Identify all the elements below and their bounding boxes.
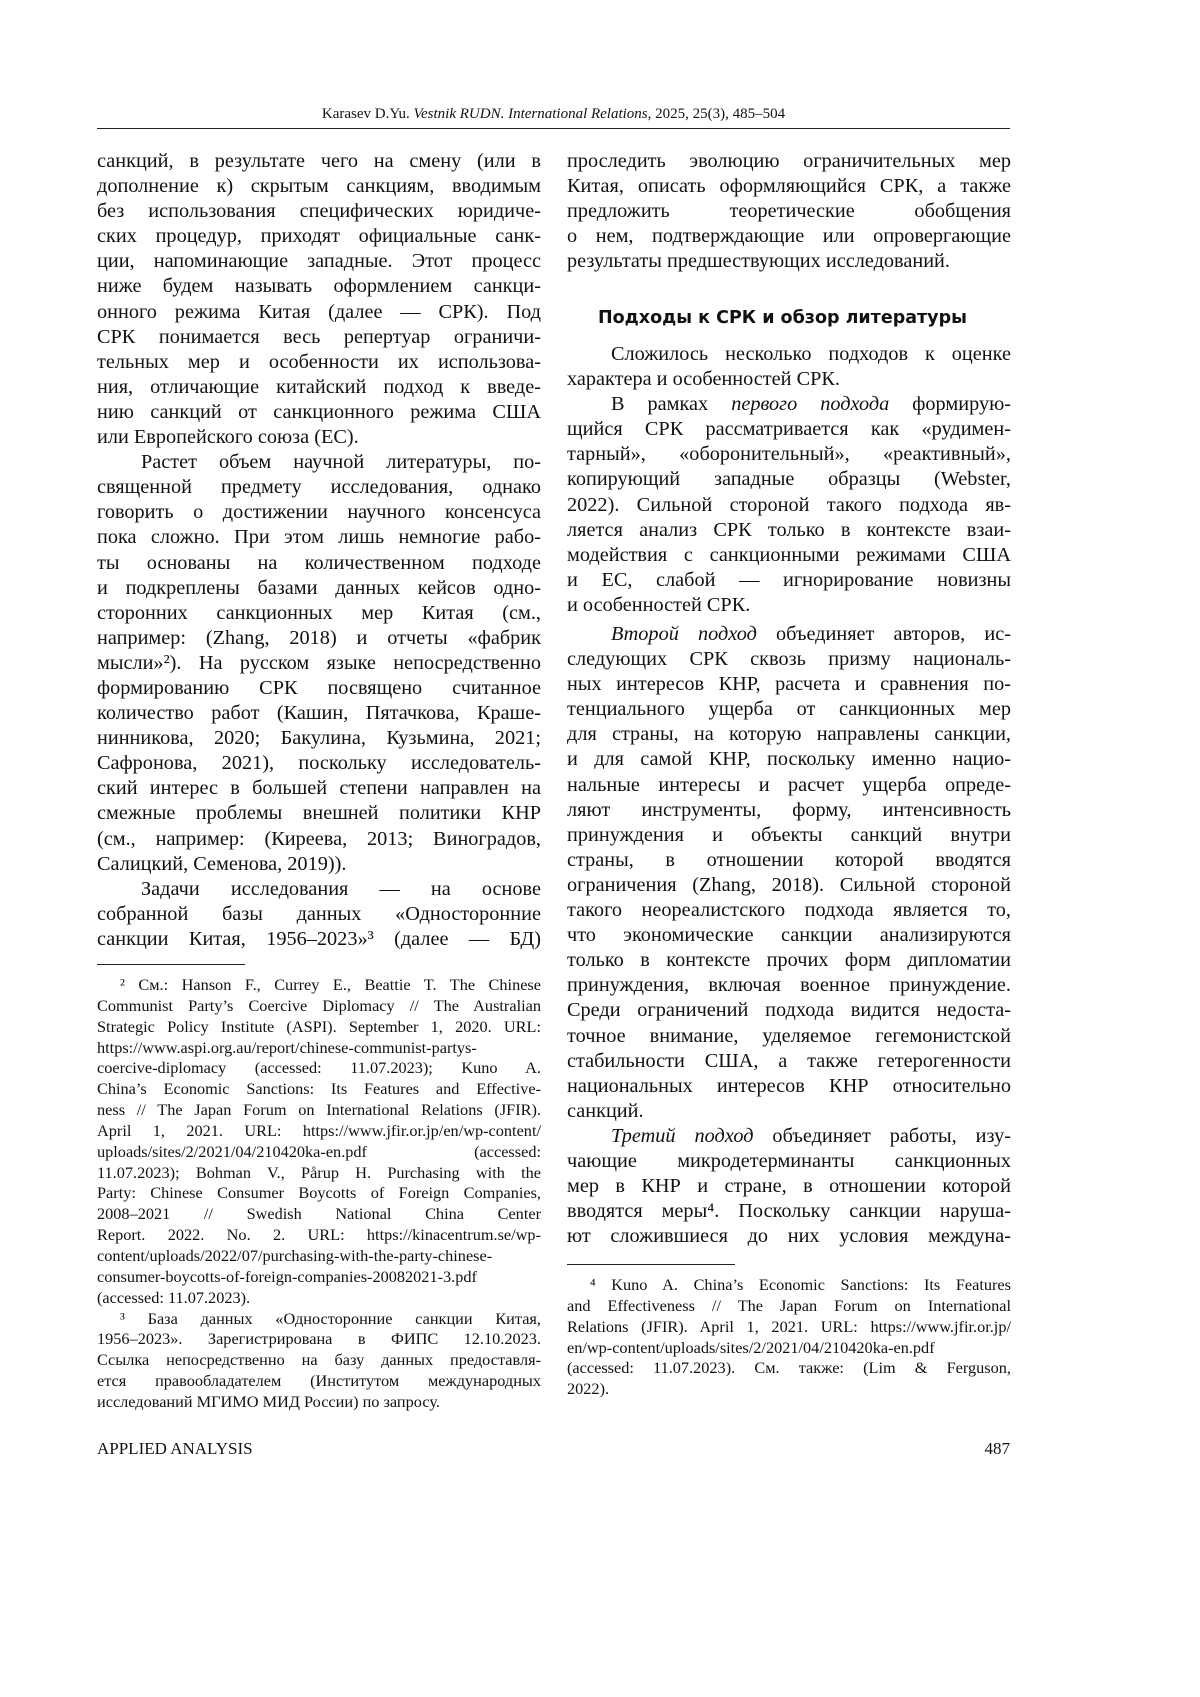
- text-line: собранной базы данных «Односторонние: [97, 902, 541, 927]
- text-line: страны, в отношении которой вводятся: [567, 848, 1011, 873]
- text-line: нальные интересы и расчет ущерба опреде-: [567, 773, 1011, 798]
- text-line: ниже будем называть оформлением санкци-: [97, 274, 541, 299]
- paragraph: [567, 149, 1011, 274]
- text-line: только в контексте прочих форм дипломатии: [567, 948, 1011, 973]
- text-line: количество работ (Кашин, Пятачкова, Краше-: [97, 701, 541, 726]
- text-line: Китая, описать оформляющийся СРК, а также: [567, 174, 1011, 199]
- text-line: (accessed: 11.07.2023).: [97, 1288, 541, 1309]
- text-line: и ЕС, слабой — игнорирование новизны: [567, 568, 1011, 593]
- text-line: ляется анализ СРК только в контексте взаи-: [567, 518, 1011, 543]
- text-line: без использования специфических юридиче-: [97, 199, 541, 224]
- text-line: ния, отличающие китайский подход к введе-: [97, 375, 541, 400]
- text-line: [567, 1124, 1011, 1149]
- text-line: Салицкий, Семенова, 2019)).: [97, 852, 541, 877]
- paragraph: [567, 622, 1011, 1124]
- text-line: для страны, на которую направлены санкции,: [567, 722, 1011, 747]
- text-line: uploads/sites/2/2021/04/210420ka-en.pdf (accessed:: [97, 1142, 541, 1163]
- text-line: результаты предшествующих исследований.: [567, 249, 1011, 274]
- footer-section: APPLIED ANALYSIS: [97, 1438, 253, 1460]
- text-line: например: (Zhang, 2018) и отчеты «фабрик: [97, 626, 541, 651]
- text-line: coercive-diplomacy (accessed: 11.07.2023); Kuno A.: [97, 1058, 541, 1079]
- paragraph: [567, 342, 1011, 392]
- text-line: и для самой КНР, поскольку именно нацио-: [567, 747, 1011, 772]
- text-line: национальных интересов КНР относительно: [567, 1074, 1011, 1099]
- text-line: ется правообладателем (Институтом международных: [97, 1371, 541, 1392]
- text-line: точное внимание, уделяемое гегемонистской: [567, 1024, 1011, 1049]
- text-line: такого неореалистского подхода является то,: [567, 898, 1011, 923]
- text-line: нинникова, 2020; Бакулина, Кузьмина, 2021;: [97, 726, 541, 751]
- text-line: content/uploads/2022/07/purchasing-with-the-party-chinese-: [97, 1246, 541, 1267]
- paragraph: [97, 450, 541, 877]
- text-line: сторонних санкционных мер Китая (см.,: [97, 601, 541, 626]
- right-column-intro: [567, 149, 1011, 274]
- text-line: нию санкций от санкционного режима США: [97, 400, 541, 425]
- text-line: и подкреплены базами данных кейсов одно-: [97, 576, 541, 601]
- text-line: мер в КНР и стране, в отношении которой: [567, 1174, 1011, 1199]
- text-line: тенциального ущерба от санкционных мер: [567, 697, 1011, 722]
- text-line: санкций.: [567, 1099, 1011, 1124]
- text-line: https://www.aspi.org.au/report/chinese-communist-partys-: [97, 1038, 541, 1059]
- text-line: или Европейского союза (ЕС).: [97, 425, 541, 450]
- text-line: consumer-boycotts-of-foreign-companies-20082021-3.pdf: [97, 1267, 541, 1288]
- text-line: санкций, в результате чего на смену (или в: [97, 149, 541, 174]
- text-line: тарный», «оборонительный», «реактивный»,: [567, 442, 1011, 467]
- text-line: характера и особенностей СРК.: [567, 367, 1011, 392]
- text-line: (accessed: 11.07.2023). См. также: (Lim & Ferguson,: [567, 1358, 1011, 1379]
- right-column-body: [567, 342, 1011, 618]
- footnote-2: [97, 975, 541, 1309]
- text-line: модействия с санкционными режимами США: [567, 543, 1011, 568]
- right-column-body-2: [567, 622, 1011, 1124]
- text-line: April 1, 2021. URL: https://www.jfir.or.jp/en/wp-content/: [97, 1121, 541, 1142]
- text-line: формированию СРК посвящено считанное: [97, 676, 541, 701]
- footnote-3: [97, 1309, 541, 1413]
- text-line: санкции Китая, 1956–2023»³ (далее — БД): [97, 927, 541, 952]
- text-span: В рамках: [611, 393, 731, 415]
- text-line: ют сложившиеся до них условия междуна-: [567, 1224, 1011, 1249]
- right-footnotes: [567, 1275, 1011, 1400]
- text-line: принуждения, включая военное принуждение.: [567, 973, 1011, 998]
- text-line: тельных мер и особенности их использова-: [97, 350, 541, 375]
- text-line: 2022). Сильной стороной такого подхода яв-: [567, 493, 1011, 518]
- text-line: (см., например: (Киреева, 2013; Виноградов,: [97, 827, 541, 852]
- text-line: ных интересов КНР, расчета и сравнения по-: [567, 672, 1011, 697]
- text-line: стабильности США, а также гетерогенности: [567, 1049, 1011, 1074]
- text-line: and Effectiveness // The Japan Forum on International: [567, 1296, 1011, 1317]
- text-line: дополнение к) скрытым санкциям, вводимым: [97, 174, 541, 199]
- text-line: Сложилось несколько подходов к оценке: [567, 342, 1011, 367]
- text-line: говорить о достижении научного консенсуса: [97, 500, 541, 525]
- paragraph: [567, 1124, 1011, 1249]
- text-line: [567, 392, 1011, 417]
- text-line: щийся СРК рассматривается как «рудимен-: [567, 417, 1011, 442]
- text-line: СРК понимается весь репертуар ограничи-: [97, 325, 541, 350]
- text-line: ских процедур, приходят официальные санк-: [97, 224, 541, 249]
- text-span: формирую-: [889, 393, 1011, 415]
- text-line: 11.07.2023); Bohman V., Pårup H. Purchasing with the: [97, 1163, 541, 1184]
- text-line: предложить теоретические обобщения: [567, 199, 1011, 224]
- text-line: проследить эволюцию ограничительных мер: [567, 149, 1011, 174]
- header-authors: Karasev D.Yu.: [322, 106, 414, 122]
- text-line: Растет объем научной литературы, по-: [97, 450, 541, 475]
- text-line: ² См.: Hanson F., Currey E., Beattie T. The Chinese: [97, 975, 541, 996]
- footnote-4: [567, 1275, 1011, 1400]
- section-heading: Подходы к СРК и обзор литературы: [598, 305, 967, 331]
- paragraph: [97, 149, 541, 450]
- text-line: ский интерес в большей степени направлен на: [97, 776, 541, 801]
- text-line: 2022).: [567, 1379, 1011, 1400]
- text-line: 1956–2023». Зарегистрирована в ФИПС 12.10.2023.: [97, 1329, 541, 1350]
- text-line: ограничения (Zhang, 2018). Сильной стороной: [567, 873, 1011, 898]
- text-line: Среди ограничений подхода видится недоста-: [567, 998, 1011, 1023]
- text-line: Задачи исследования — на основе: [97, 877, 541, 902]
- footnote-divider: [97, 964, 245, 965]
- footnote-divider: [567, 1264, 735, 1265]
- text-line: копирующий западные образцы (Webster,: [567, 467, 1011, 492]
- text-line: en/wp-content/uploads/sites/2/2021/04/210420ka-en.pdf: [567, 1338, 1011, 1359]
- text-span: объединяет авторов, ис-: [757, 623, 1011, 645]
- text-line: Report. 2022. No. 2. URL: https://kinacentrum.se/wp-: [97, 1225, 541, 1246]
- text-line: 2008–2021 // Swedish National China Center: [97, 1204, 541, 1225]
- text-line: Ссылка непосредственно на базу данных предоставля-: [97, 1350, 541, 1371]
- italic-term: Второй подход: [611, 623, 757, 645]
- text-line: мысли»²). На русском языке непосредственно: [97, 651, 541, 676]
- text-line: ³ База данных «Односторонние санкции Китая,: [97, 1309, 541, 1330]
- page-number: 487: [910, 1438, 1010, 1460]
- text-line: следующих СРК сквозь призму националь-: [567, 647, 1011, 672]
- text-line: пока сложно. При этом лишь немногие рабо-: [97, 525, 541, 550]
- header-issue: , 2025, 25(3), 485–504: [648, 106, 786, 122]
- text-line: ness // The Japan Forum on International Relations (JFIR).: [97, 1100, 541, 1121]
- text-line: и особенностей СРК.: [567, 593, 1011, 618]
- text-line: China’s Economic Sanctions: Its Features and Effective-: [97, 1079, 541, 1100]
- header-journal: Vestnik RUDN. International Relations: [414, 106, 648, 122]
- italic-term: первого подхода: [731, 393, 889, 415]
- left-column-body: [97, 149, 541, 952]
- text-line: о нем, подтверждающие или опровергающие: [567, 224, 1011, 249]
- text-line: Party: Chinese Consumer Boycotts of Foreign Companies,: [97, 1183, 541, 1204]
- running-header: [97, 104, 1010, 124]
- text-line: ляют инструменты, форму, интенсивность: [567, 798, 1011, 823]
- text-line: ты основаны на количественном подходе: [97, 551, 541, 576]
- text-line: онного режима Китая (далее — СРК). Под: [97, 300, 541, 325]
- text-line: Relations (JFIR). April 1, 2021. URL: https://www.jfir.or.jp/: [567, 1317, 1011, 1338]
- text-line: вводятся меры⁴. Поскольку санкции наруша-: [567, 1199, 1011, 1224]
- text-line: что экономические санкции анализируются: [567, 923, 1011, 948]
- text-line: Сафронова, 2021), поскольку исследователь-: [97, 751, 541, 776]
- left-footnotes: [97, 975, 541, 1413]
- text-line: исследований МГИМО МИД России) по запросу.: [97, 1392, 541, 1413]
- text-line: Strategic Policy Institute (ASPI). September 1, 2020. URL:: [97, 1017, 541, 1038]
- italic-term: Третий подход: [611, 1125, 753, 1147]
- text-line: священной предмету исследования, однако: [97, 475, 541, 500]
- paragraph: [97, 877, 541, 952]
- text-line: ⁴ Kuno A. China’s Economic Sanctions: Its Features: [567, 1275, 1011, 1296]
- paragraph: [567, 392, 1011, 618]
- text-line: [567, 622, 1011, 647]
- text-line: принуждения и объекты санкций внутри: [567, 823, 1011, 848]
- text-line: смежные проблемы внешней политики КНР: [97, 801, 541, 826]
- text-line: Communist Party’s Coercive Diplomacy // The Australian: [97, 996, 541, 1017]
- right-column-body-3: [567, 1124, 1011, 1249]
- text-line: ции, напоминающие западные. Этот процесс: [97, 249, 541, 274]
- text-line: чающие микродетерминанты санкционных: [567, 1149, 1011, 1174]
- header-divider: [97, 128, 1010, 129]
- text-span: объединяет работы, изу-: [753, 1125, 1011, 1147]
